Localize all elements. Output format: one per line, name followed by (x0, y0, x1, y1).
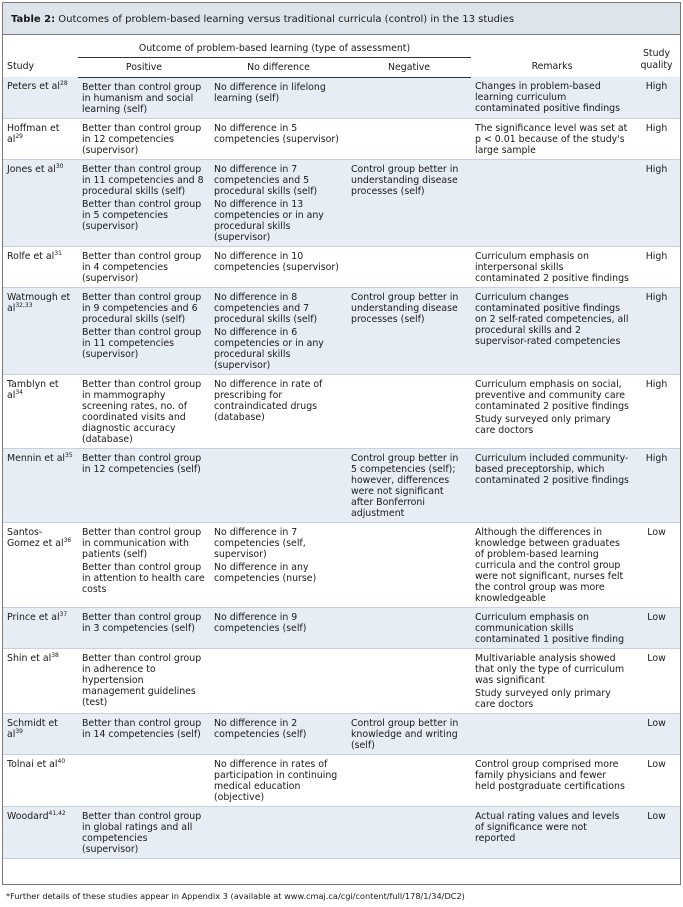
positive-cell (78, 159, 210, 246)
study-cell (3, 246, 78, 287)
reference-superscript: 34 (15, 388, 23, 396)
study-cell (3, 77, 78, 118)
study-cell (3, 806, 78, 858)
remarks-cell (471, 607, 633, 648)
table-title: Outcomes of problem-based learning versus traditional curricula (control) in the 13 studies (58, 14, 515, 25)
negative-cell (347, 77, 471, 118)
study-name: Watmough et al (7, 291, 71, 314)
no-difference-cell (210, 806, 347, 858)
quality-cell: High (633, 118, 680, 159)
cell-entry: Better than control group in 5 competencies (supervisor) (82, 198, 202, 232)
no-difference-cell (210, 648, 347, 713)
cell-entry: No difference in 10 competencies (supervisor) (214, 250, 339, 273)
quality-cell: Low (633, 607, 680, 648)
cell-entry: Study surveyed only primary care doctors (475, 413, 611, 436)
negative-cell (347, 713, 471, 754)
cell-entry: Curriculum changes contaminated positive findings on 2 self-rated competencies, all procedural skills and 2 supervisor-rated competencies (475, 291, 629, 347)
negative-cell (347, 448, 471, 522)
no-difference-cell (210, 448, 347, 522)
cell-entry: No difference in 2 competencies (self) (214, 717, 307, 740)
negative-cell (347, 522, 471, 607)
cell-entry: No difference in 9 competencies (self) (214, 611, 307, 634)
cell-entry: Curriculum emphasis on social, preventive and community care contaminated 2 positive findings (475, 378, 629, 412)
header-positive: Positive (78, 57, 210, 77)
cell-entry: Control group better in 5 competencies (self); however, differences were not significant after Bonferroni adjustment (351, 452, 459, 519)
cell-entry: Control group better in knowledge and writing (self) (351, 717, 459, 751)
negative-cell (347, 754, 471, 806)
study-name: Schmidt et al (7, 717, 58, 740)
no-difference-cell (210, 607, 347, 648)
negative-cell (347, 374, 471, 448)
cell-entry: No difference in 8 competencies and 7 procedural skills (self) (214, 291, 318, 325)
cell-entry: No difference in lifelong learning (self) (214, 81, 326, 104)
study-cell (3, 648, 78, 713)
table-row (3, 448, 680, 522)
table-row (3, 522, 680, 607)
remarks-cell (471, 374, 633, 448)
study-name: Tamblyn et al (7, 378, 59, 401)
cell-entry: Curriculum included community-based preceptorship, which contaminated 2 positive findings (475, 452, 629, 486)
cell-entry: Better than control group in 11 competencies and 8 procedural skills (self) (82, 163, 204, 197)
cell-entry: Better than control group in 12 competencies (self) (82, 452, 202, 475)
cell-entry: Control group better in understanding disease processes (self) (351, 163, 459, 197)
reference-superscript: 35 (65, 451, 73, 459)
reference-superscript: 38 (51, 651, 59, 659)
header-quality-line2: quality (640, 60, 673, 71)
reference-superscript: 36 (63, 536, 72, 544)
no-difference-cell (210, 159, 347, 246)
negative-cell (347, 648, 471, 713)
quality-cell: High (633, 374, 680, 448)
study-name: Peters et al (7, 81, 61, 92)
negative-cell (347, 287, 471, 374)
remarks-cell (471, 522, 633, 607)
study-name: Mennin et al (7, 452, 66, 464)
cell-entry: Control group comprised more family physicians and fewer held postgraduate certifications (475, 758, 625, 792)
positive-cell (78, 287, 210, 374)
outcomes-table (3, 35, 680, 859)
table-row (3, 713, 680, 754)
reference-superscript: 40 (57, 757, 66, 765)
reference-superscript: 29 (15, 132, 23, 140)
remarks-cell (471, 648, 633, 713)
no-difference-cell (210, 713, 347, 754)
cell-entry: No difference in 7 competencies (self, supervisor) (214, 526, 306, 560)
positive-cell (78, 374, 210, 448)
cell-entry: No difference in 13 competencies or in any procedural skills (supervisor) (214, 198, 324, 243)
header-remarks: Remarks (531, 61, 573, 72)
quality-cell: Low (633, 648, 680, 713)
no-difference-cell (210, 118, 347, 159)
positive-cell (78, 448, 210, 522)
negative-cell (347, 118, 471, 159)
cell-entry: Better than control group in 3 competencies (self) (82, 611, 202, 634)
header-no-difference: No difference (210, 57, 347, 77)
cell-entry: Better than control group in 14 competencies (self) (82, 717, 202, 740)
study-name: Shin et al (7, 652, 52, 664)
reference-superscript: 28 (60, 80, 68, 87)
positive-cell (78, 754, 210, 806)
reference-superscript: 32,33 (15, 301, 33, 309)
cell-entry: Although the differences in knowledge between graduates of problem-based learning curricula and the control group were not significant, nurses felt the control group was more knowledgeable (475, 526, 624, 604)
reference-superscript: 37 (59, 610, 68, 618)
remarks-cell (471, 77, 633, 118)
table-row (3, 374, 680, 448)
cell-entry: Better than control group in adherence to hypertension management guidelines (test) (82, 652, 202, 708)
remarks-cell (471, 287, 633, 374)
reference-superscript: 41,42 (48, 809, 66, 817)
no-difference-cell (210, 246, 347, 287)
cell-entry: Actual rating values and levels of significance were not reported (475, 810, 620, 844)
no-difference-cell (210, 754, 347, 806)
table-row (3, 806, 680, 858)
cell-entry: Multivariable analysis showed that only the type of curriculum was significant (475, 652, 625, 686)
cell-entry: The significance level was set at p < 0.01 because of the study's large sample (475, 122, 628, 156)
cell-entry: No difference in rate of prescribing for contraindicated drugs (database) (214, 378, 323, 423)
cell-entry: Study surveyed only primary care doctors (475, 687, 611, 710)
cell-entry: Better than control group in 12 competencies (supervisor) (82, 122, 202, 156)
cell-entry: Better than control group in 11 competencies (supervisor) (82, 326, 202, 360)
remarks-cell (471, 246, 633, 287)
cell-entry: No difference in 6 competencies or in any procedural skills (supervisor) (214, 326, 324, 371)
positive-cell (78, 607, 210, 648)
remarks-cell (471, 713, 633, 754)
cell-entry: Curriculum emphasis on communication skills contaminated 1 positive finding (475, 611, 625, 645)
study-cell (3, 159, 78, 246)
no-difference-cell (210, 522, 347, 607)
quality-cell: Low (633, 522, 680, 607)
quality-cell: High (633, 448, 680, 522)
negative-cell (347, 806, 471, 858)
table-row (3, 118, 680, 159)
quality-cell: High (633, 77, 680, 118)
study-cell (3, 754, 78, 806)
table-label: Table 2: (11, 14, 56, 25)
study-name: Santos-Gomez et al (7, 526, 64, 549)
remarks-cell (471, 806, 633, 858)
cell-entry: No difference in 7 competencies and 5 procedural skills (self) (214, 163, 318, 197)
cell-entry: Better than control group in global ratings and all competencies (supervisor) (82, 810, 202, 855)
table-row (3, 607, 680, 648)
study-name: Jones et al (7, 163, 56, 175)
study-cell (3, 287, 78, 374)
cell-entry: Control group better in understanding disease processes (self) (351, 291, 459, 325)
cell-entry: Better than control group in attention to health care costs (82, 561, 205, 595)
negative-cell (347, 159, 471, 246)
header-quality-line1: Study (642, 48, 671, 59)
cell-entry: Better than control group in humanism and social learning (self) (82, 81, 202, 115)
study-name: Rolfe et al (7, 250, 55, 262)
table-row (3, 159, 680, 246)
table-row (3, 754, 680, 806)
cell-entry: Better than control group in mammography screening rates, no. of coordinated visits and diagnostic accuracy (database) (82, 378, 202, 445)
quality-cell: Low (633, 806, 680, 858)
table-row (3, 287, 680, 374)
study-cell (3, 118, 78, 159)
reference-superscript: 31 (54, 249, 62, 257)
cell-entry: Better than control group in 4 competencies (supervisor) (82, 250, 202, 284)
reference-superscript: 30 (55, 162, 64, 170)
table-row (3, 648, 680, 713)
table-body (3, 77, 680, 858)
quality-cell: Low (633, 713, 680, 754)
study-cell (3, 713, 78, 754)
study-cell (3, 448, 78, 522)
study-cell (3, 374, 78, 448)
header-study: Study (7, 61, 35, 72)
table-caption (3, 3, 680, 35)
quality-cell: Low (633, 754, 680, 806)
positive-cell (78, 648, 210, 713)
cell-entry: No difference in any competencies (nurse) (214, 561, 317, 584)
remarks-cell (471, 754, 633, 806)
negative-cell (347, 246, 471, 287)
cell-entry: Changes in problem-based learning curriculum contaminated positive findings (475, 81, 620, 114)
quality-cell: High (633, 287, 680, 374)
cell-entry: Curriculum emphasis on interpersonal skills contaminated 2 positive findings (475, 250, 629, 284)
negative-cell (347, 607, 471, 648)
table-frame (2, 2, 681, 885)
positive-cell (78, 806, 210, 858)
table-footnote: *Further details of these studies appear in Appendix 3 (available at www.cmaj.ca/cgi/content/full/178/1/34/DC2) (6, 891, 465, 901)
remarks-cell (471, 118, 633, 159)
positive-cell (78, 713, 210, 754)
no-difference-cell (210, 287, 347, 374)
study-cell (3, 522, 78, 607)
table-row (3, 77, 680, 118)
header-study-quality (633, 35, 680, 77)
positive-cell (78, 77, 210, 118)
study-name: Tolnai et al (7, 758, 58, 770)
cell-entry: No difference in 5 competencies (supervisor) (214, 122, 339, 145)
cell-entry: Better than control group in 9 competencies and 6 procedural skills (self) (82, 291, 202, 325)
positive-cell (78, 522, 210, 607)
remarks-cell (471, 159, 633, 246)
remarks-cell (471, 448, 633, 522)
header-negative: Negative (347, 57, 471, 77)
no-difference-cell (210, 77, 347, 118)
no-difference-cell (210, 374, 347, 448)
cell-entry: Better than control group in communication with patients (self) (82, 526, 202, 560)
header-outcome-group: Outcome of problem-based learning (type of assessment) (138, 43, 411, 54)
quality-cell: High (633, 159, 680, 246)
table-row (3, 246, 680, 287)
cell-entry: No difference in rates of participation in continuing medical education (objective) (214, 758, 338, 803)
reference-superscript: 39 (15, 727, 23, 735)
positive-cell (78, 118, 210, 159)
study-cell (3, 607, 78, 648)
study-name: Prince et al (7, 611, 60, 623)
study-name: Woodard (7, 810, 49, 822)
study-name: Hoffman et al (7, 122, 60, 145)
positive-cell (78, 246, 210, 287)
quality-cell: High (633, 246, 680, 287)
